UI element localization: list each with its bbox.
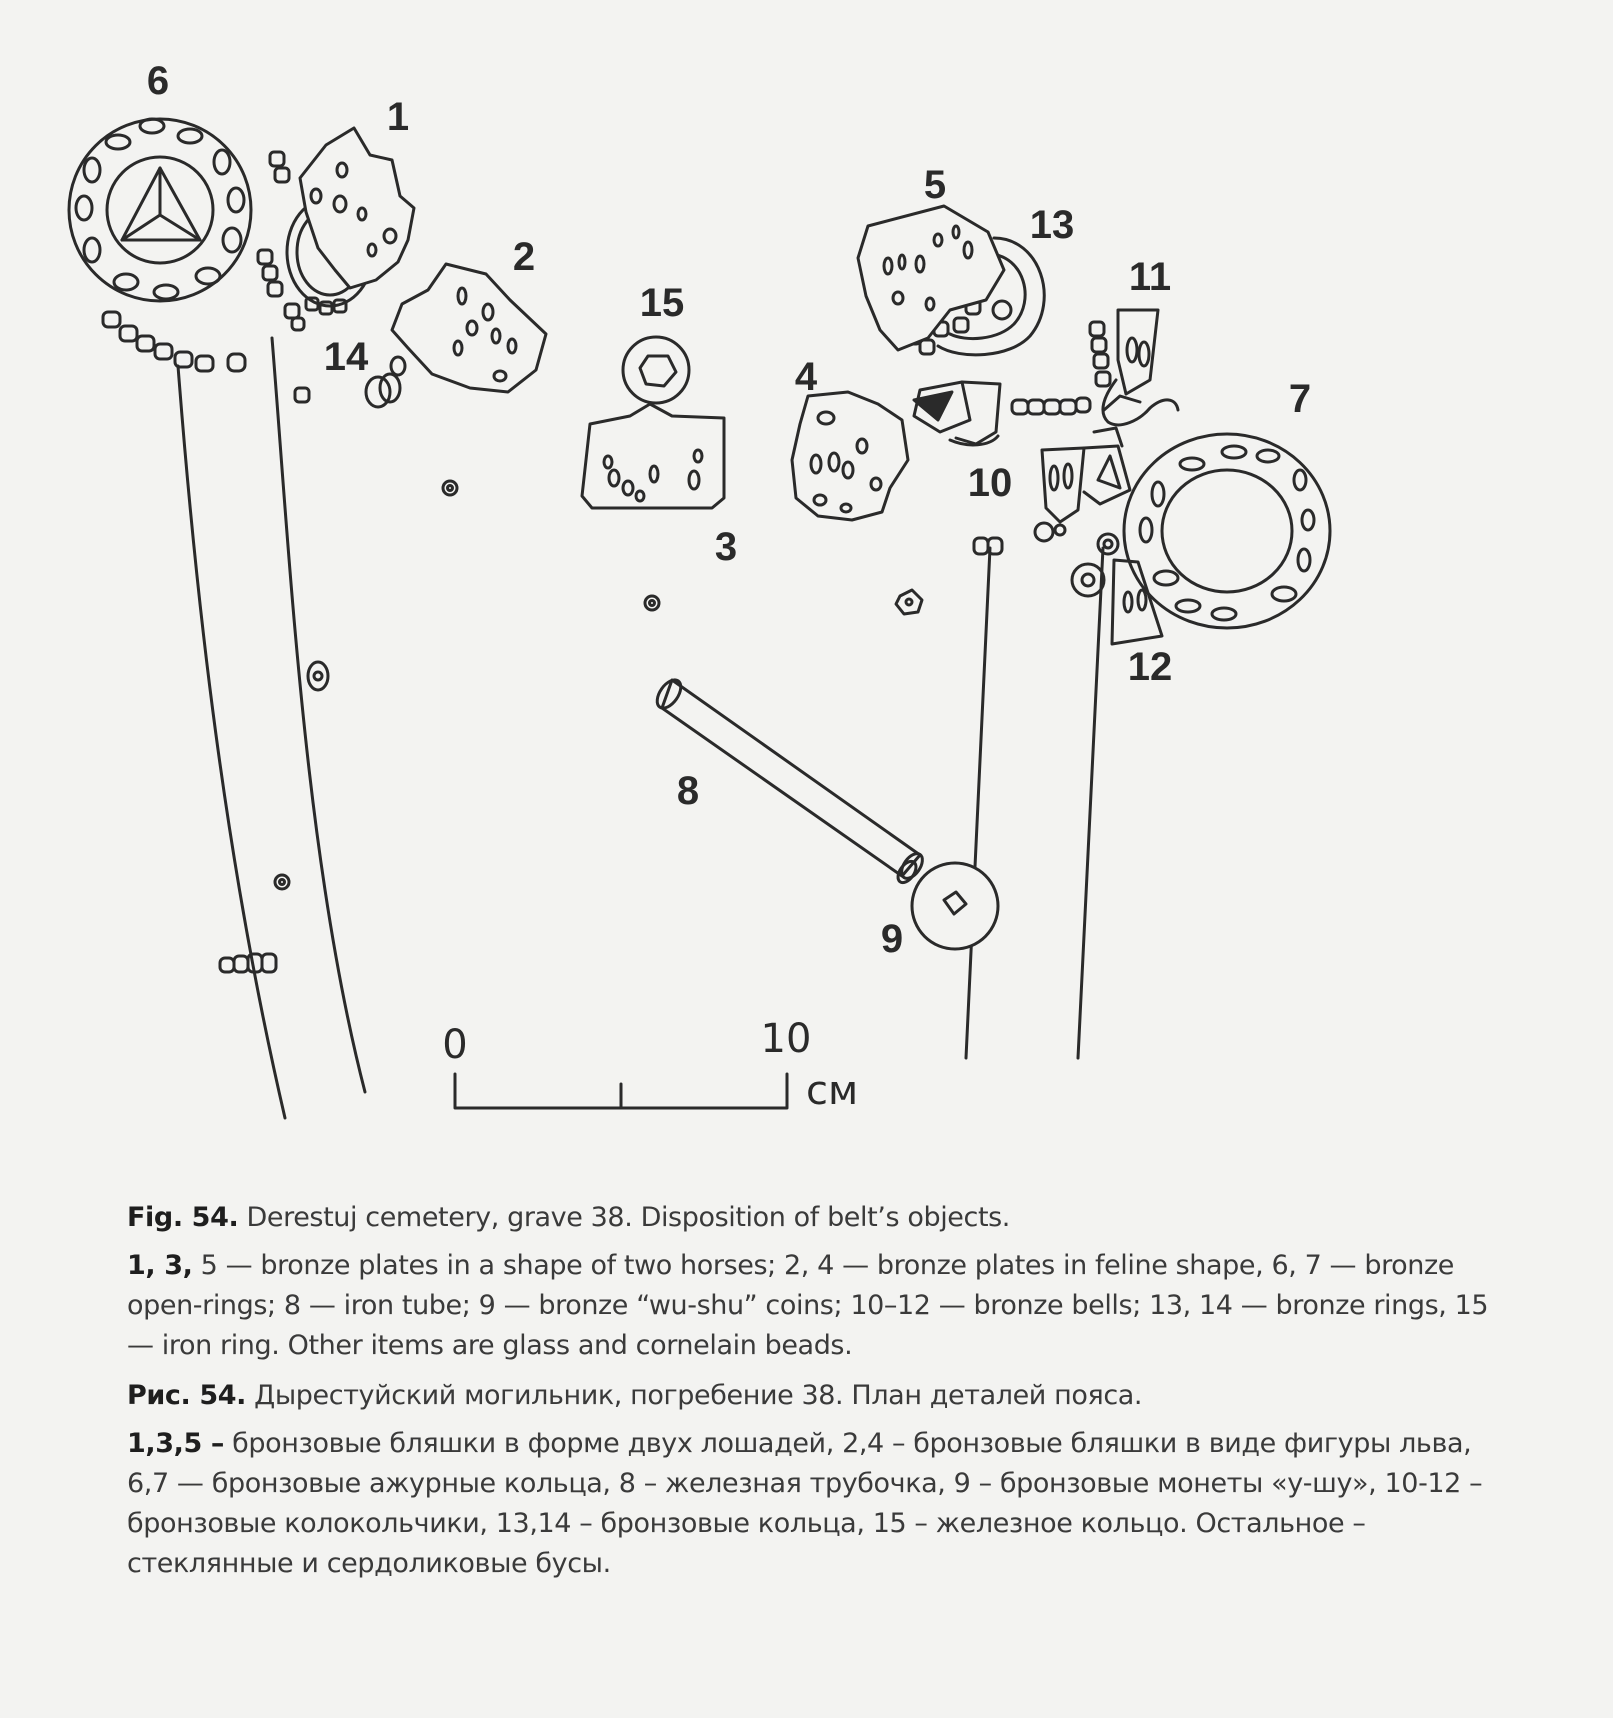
plate-4 — [792, 392, 908, 520]
caption-ru-title: Рис. 54. Дырестуйский могильник, погребение 38. План деталей пояса. — [127, 1380, 1143, 1411]
bronze-ring-14 — [366, 357, 405, 407]
wu-shu-coin-9 — [912, 863, 998, 949]
label-10: 10 — [967, 461, 1013, 505]
label-11: 11 — [1128, 255, 1172, 299]
label-9: 9 — [880, 917, 904, 961]
plate-1 — [300, 128, 414, 288]
label-3: 3 — [714, 525, 738, 569]
bell-12 — [1072, 534, 1162, 644]
belt-line-left-inner — [272, 338, 365, 1092]
caption-en-title: Fig. 54. Derestuj cemetery, grave 38. Disposition of belt’s objects. — [127, 1202, 1010, 1233]
belt-line-left-outer — [178, 366, 285, 1118]
iron-ring-15 — [623, 337, 689, 403]
label-13: 13 — [1029, 203, 1075, 247]
scale-start: 0 — [442, 1022, 468, 1068]
belt-line-right-a — [966, 548, 990, 1058]
label-2: 2 — [512, 235, 536, 279]
open-ring-6 — [69, 119, 251, 301]
bell-11 — [1103, 310, 1178, 425]
label-12: 12 — [1127, 645, 1173, 689]
beads-chain-right — [1012, 322, 1110, 414]
figure-captions — [127, 1198, 1502, 1594]
caption-ru-body: 1,3,5 – бронзовые бляшки в форме двух лошадей, 2,4 – бронзовые бляшки в виде фигуры льва, 6,7 — бронзовые ажурные кольца, 8 – железная трубочка, 9 – бронзовые монеты «у-шу», 10-12 – бронзовые колокольчики, 13,14 – бронзовые кольца, 15 – железное кольцо. Остальное – стеклянные и сердоликовые бусы. — [127, 1428, 1483, 1579]
bell-piece-center — [914, 382, 1000, 445]
label-6: 6 — [146, 59, 170, 103]
open-ring-7 — [1124, 434, 1330, 628]
scale-end: 10 — [760, 1016, 812, 1062]
label-4: 4 — [794, 355, 818, 399]
label-5: 5 — [923, 163, 947, 207]
label-1: 1 — [386, 95, 410, 139]
bell-10 — [1035, 428, 1130, 541]
caption-en-body: 1, 3, 5 — bronze plates in a shape of two horses; 2, 4 — bronze plates in feline shape, 6, 7 — bronze open-rings; 8 — iron tube; 9 — bronze “wu-shu” coins; 10–12 — bronze bells; 13, 14 — bronze rings, 15 — iron ring. Other items are glass and cornelain beads. — [127, 1250, 1489, 1361]
scale-bar — [455, 1074, 787, 1108]
belt-line-right-b — [1078, 548, 1103, 1058]
plate-3 — [582, 404, 724, 508]
label-15: 15 — [639, 281, 685, 325]
scale-unit: см — [806, 1068, 859, 1114]
label-8: 8 — [676, 769, 700, 813]
label-14: 14 — [323, 335, 369, 379]
plate-2 — [392, 264, 546, 392]
scattered-beads — [220, 481, 1002, 972]
label-7: 7 — [1288, 377, 1312, 421]
plate-5 — [858, 206, 1004, 350]
